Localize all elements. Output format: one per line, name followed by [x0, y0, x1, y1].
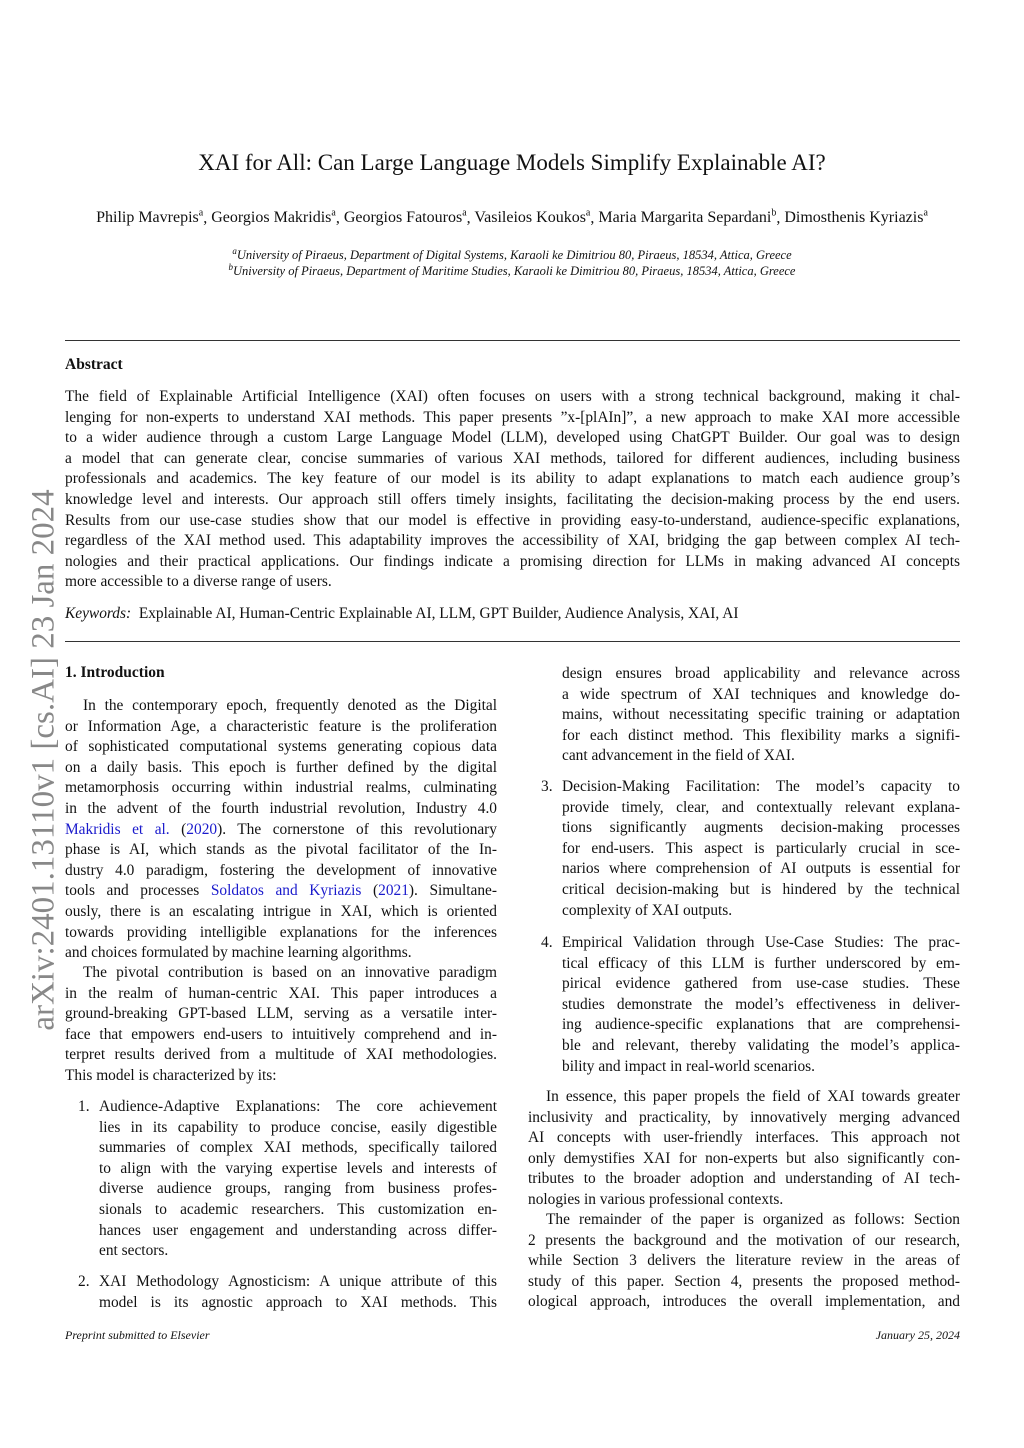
text-line: while Section 3 delivers the literature review in the areas of [528, 1252, 960, 1270]
affiliation-mark: b [228, 262, 234, 272]
text-line: sionals to academic researchers. This customization en- [99, 1200, 497, 1218]
author [784, 209, 928, 226]
text-line: ing audience-specific explanations that are comprehensi- [562, 1016, 960, 1034]
text-line: ously, there is an escalating intrigue in XAI, which is oriented [65, 902, 497, 920]
text-line: cant advancement in the field of XAI. [562, 747, 795, 765]
author [96, 209, 203, 226]
author-affiliation-mark: a [585, 208, 591, 219]
list-item-2 [99, 1272, 497, 1313]
text-line: dustry 4.0 paradigm, fostering the development of innovative [65, 861, 497, 879]
text-line: nologies in various professional contexts. [528, 1190, 784, 1208]
list-item-3 [562, 777, 960, 921]
text-line: diverse audience groups, ranging from business profes- [99, 1180, 497, 1198]
text-line: pirical evidence gathered from use-case studies. These [562, 975, 960, 993]
text-line: study of this paper. Section 4, presents the proposed method- [528, 1272, 960, 1290]
affiliation-b [0, 262, 1024, 279]
text-line: only demystifies XAI for non-experts but also significantly con- [528, 1149, 960, 1167]
author [474, 209, 590, 226]
intro-paragraph-1 [65, 696, 497, 964]
author-name: Maria Margarita Separdani [598, 209, 772, 227]
citation-link[interactable]: 2021 [378, 882, 409, 900]
divider [65, 340, 960, 341]
text-line: hances user engagement and understanding across differ- [99, 1221, 497, 1239]
text-line: or Information Age, a characteristic feature is the proliferation [65, 717, 497, 735]
text-line: nologies and their practical applications. Our findings indicate a promising direction for LLMs in making advanced AI concepts [65, 552, 960, 570]
footer-journal: Preprint submitted to Elsevier [65, 1328, 210, 1342]
text-line: to align with the varying expertise levels and interests of [99, 1159, 497, 1177]
text-line: studies demonstrate the model’s effectiveness in deliver- [562, 995, 960, 1013]
text-line: The field of Explainable Artificial Intelligence (XAI) often focuses on users with a strong technical background, making it chal- [65, 388, 960, 405]
text-line: professionals and academics. The key feature of our model is its ability to adapt explanations to match each audience group’s [65, 470, 960, 488]
text-line: terpret results derived from a multitude of XAI methodologies. [65, 1046, 497, 1064]
text-line: 2 presents the background and the motivation of our research, [528, 1231, 960, 1249]
text-segment: ( [169, 820, 187, 838]
text-line: lenging for non-experts to understand XAI methods. This paper presents ”x-[plAIn]”, a new approach to make XAI more accessible [65, 408, 960, 426]
text-line: In the contemporary epoch, frequently denoted as the Digital [83, 697, 497, 714]
text-line: AI concepts with user-friendly interfaces. This approach not [528, 1129, 960, 1147]
list-item-1 [99, 1097, 497, 1262]
text-segment: ). The cornerstone of this revolutionary [217, 820, 497, 838]
affiliation-a [0, 246, 1024, 263]
arxiv-stamp: arXiv:2401.13110v1 [cs.AI] 23 Jan 2024 [25, 489, 62, 1031]
text-line: In essence, this paper propels the field of XAI towards greater [546, 1088, 960, 1105]
text-line: and choices formulated by machine learning algorithms. [65, 944, 412, 962]
keywords [65, 604, 738, 625]
text-line: Audience-Adaptive Explanations: The core achievement [99, 1098, 497, 1115]
list-item-4 [562, 933, 960, 1077]
keywords-label: Keywords: [65, 605, 132, 622]
author [598, 209, 776, 226]
author-affiliation-mark: b [771, 208, 777, 219]
text-line: model is its agnostic approach to XAI methods. This [99, 1293, 497, 1311]
text-line: provide timely, clear, and contextually relevant explana- [562, 798, 960, 816]
intro-paragraph-3 [528, 1087, 960, 1211]
text-line [65, 881, 497, 902]
text-line: complexity of XAI outputs. [562, 901, 733, 919]
text-line: This model is characterized by its: [65, 1066, 277, 1084]
intro-paragraph-2 [65, 963, 497, 1087]
text-line: ground-breaking GPT-based LLM, serving as a versatile inter- [65, 1005, 497, 1023]
text-segment: ( [361, 882, 379, 900]
text-line: XAI Methodology Agnosticism: A unique attribute of this [99, 1273, 497, 1290]
text-line: phase is AI, which stands as the pivotal facilitator of the In- [65, 841, 497, 859]
list-number: 4. [541, 934, 553, 951]
text-line: summaries of complex XAI methods, specifically tailored [99, 1139, 497, 1157]
text-line: more accessible to a diverse range of users. [65, 573, 332, 591]
text-line: Results from our use-case studies show that our model is effective in providing easy-to-understand, audience-specific explanations, [65, 511, 960, 529]
author [211, 209, 336, 226]
author-affiliation-mark: a [198, 208, 204, 219]
text-line: ent sectors. [99, 1242, 169, 1260]
author-affiliation-mark: a [462, 208, 467, 219]
text-line: tical efficacy of this LLM is further underscored by em- [562, 954, 960, 972]
list-number: 1. [78, 1098, 90, 1115]
text-line: of sophisticated computational systems generating copious data [65, 738, 497, 756]
author-list: Philip Mavrepis$^a$, Georgios Makridis$^a$, Georgios Fatouros$^a$, Vasileios Koukos$^a$, Maria Margarita Separdani$^b$, Dimosthenis Kyriazis$^a$ [96, 208, 928, 227]
citation-link[interactable]: Makridis et al. [65, 820, 170, 838]
text-line: ological approach, introduces the overall implementation, and [528, 1293, 960, 1311]
text-line: design ensures broad applicability and relevance across [562, 665, 960, 682]
text-line: on a daily basis. This epoch is further defined by the digital [65, 758, 497, 776]
text-line: towards providing intelligible explanations for the inferences [65, 923, 497, 941]
citation-link[interactable]: 2020 [186, 820, 218, 838]
citation-link[interactable]: Soldatos and Kyriazis [210, 882, 362, 900]
abstract-text [65, 387, 960, 593]
text-line: bility and impact in real-world scenarios. [562, 1057, 816, 1075]
text-line: metamorphosis occurring within industrial realms, culminating [65, 779, 497, 797]
author-name: Georgios Fatouros [343, 209, 463, 227]
text-line [65, 820, 497, 841]
text-line: inclusivity and practicality, by innovatively merging advanced [528, 1108, 960, 1126]
affiliation-mark: a [232, 246, 237, 256]
author-affiliation-mark: a [923, 208, 928, 219]
text-line: a model that can generate clear, concise summaries of various XAI methods, tailored for different audiences, including business [65, 449, 960, 467]
author-name: Dimosthenis Kyriazis [784, 209, 924, 227]
text-line: lies in its capability to produce concise, easily digestible [99, 1118, 497, 1136]
affiliation-text: University of Piraeus, Department of Maritime Studies, Karaoli ke Dimitriou 80, Piraeus, 18534, Attica, Greece [233, 264, 796, 279]
text-line: mains, without necessitating specific training or adaptation [562, 706, 960, 724]
text-line: knowledge level and interests. Our approach still offers timely insights, facilitating the decision-making process by the end users. [65, 490, 960, 508]
text-line: face that empowers end-users to intuitively comprehend and in- [65, 1025, 497, 1043]
paper-title: XAI for All: Can Large Language Models Simplify Explainable AI? [198, 150, 826, 175]
abstract-heading: Abstract [65, 356, 123, 373]
divider [65, 641, 960, 642]
list-number: 3. [541, 778, 553, 795]
text-line: The pivotal contribution is based on an innovative paradigm [83, 964, 497, 981]
text-line: for end-users. This aspect is particularly crucial in sce- [562, 839, 960, 857]
text-line: to a wider audience through a custom Large Language Model (LLM), developed using ChatGPT Builder. Our goal was to design [65, 429, 960, 447]
text-line: tions significantly augments decision-making processes [562, 819, 960, 837]
text-line: in the advent of the fourth industrial revolution, Industry 4.0 [65, 799, 497, 817]
list-number: 2. [78, 1273, 90, 1290]
text-line: narios where comprehension of AI outputs is essential for [562, 860, 960, 878]
text-line: in the realm of human-centric XAI. This paper introduces a [65, 984, 497, 1002]
text-line: regardless of the XAI method used. This adaptability improves the accessibility of XAI, bridging the gap between complex AI tech- [65, 532, 960, 550]
list-item-2-continued [562, 664, 960, 767]
text-line: The remainder of the paper is organized as follows: Section [546, 1211, 960, 1228]
affiliation-text: University of Piraeus, Department of Digital Systems, Karaoli ke Dimitriou 80, Piraeus, 18534, Attica, Greece [236, 248, 792, 263]
intro-paragraph-4 [528, 1210, 960, 1313]
text-segment: tools and processes [65, 882, 211, 900]
footer-date: January 25, 2024 [875, 1328, 960, 1342]
text-line: Empirical Validation through Use-Case Studies: The prac- [562, 934, 960, 951]
text-line: ble and relevant, thereby validating the model’s applica- [562, 1036, 960, 1054]
text-line: tributes to the broader adoption and understanding of AI tech- [528, 1170, 960, 1188]
keywords-list: Explainable AI, Human-Centric Explainable AI, LLM, GPT Builder, Audience Analysis, XAI, AI [138, 605, 739, 622]
author-name: Vasileios Koukos [474, 209, 586, 227]
text-line: a wide spectrum of XAI techniques and knowledge do- [562, 685, 960, 703]
text-line: critical decision-making but is hindered by the technical [562, 880, 960, 898]
author-name: Georgios Makridis [211, 209, 332, 227]
author [344, 209, 467, 226]
author-name: Philip Mavrepis [96, 209, 199, 227]
text-line: Decision-Making Facilitation: The model’s capacity to [562, 778, 960, 795]
author-affiliation-mark: a [331, 208, 336, 219]
section-heading: 1. Introduction [65, 664, 165, 681]
text-segment: ). Simultane- [408, 882, 497, 900]
text-line: for each distinct method. This flexibility marks a signifi- [562, 726, 960, 744]
